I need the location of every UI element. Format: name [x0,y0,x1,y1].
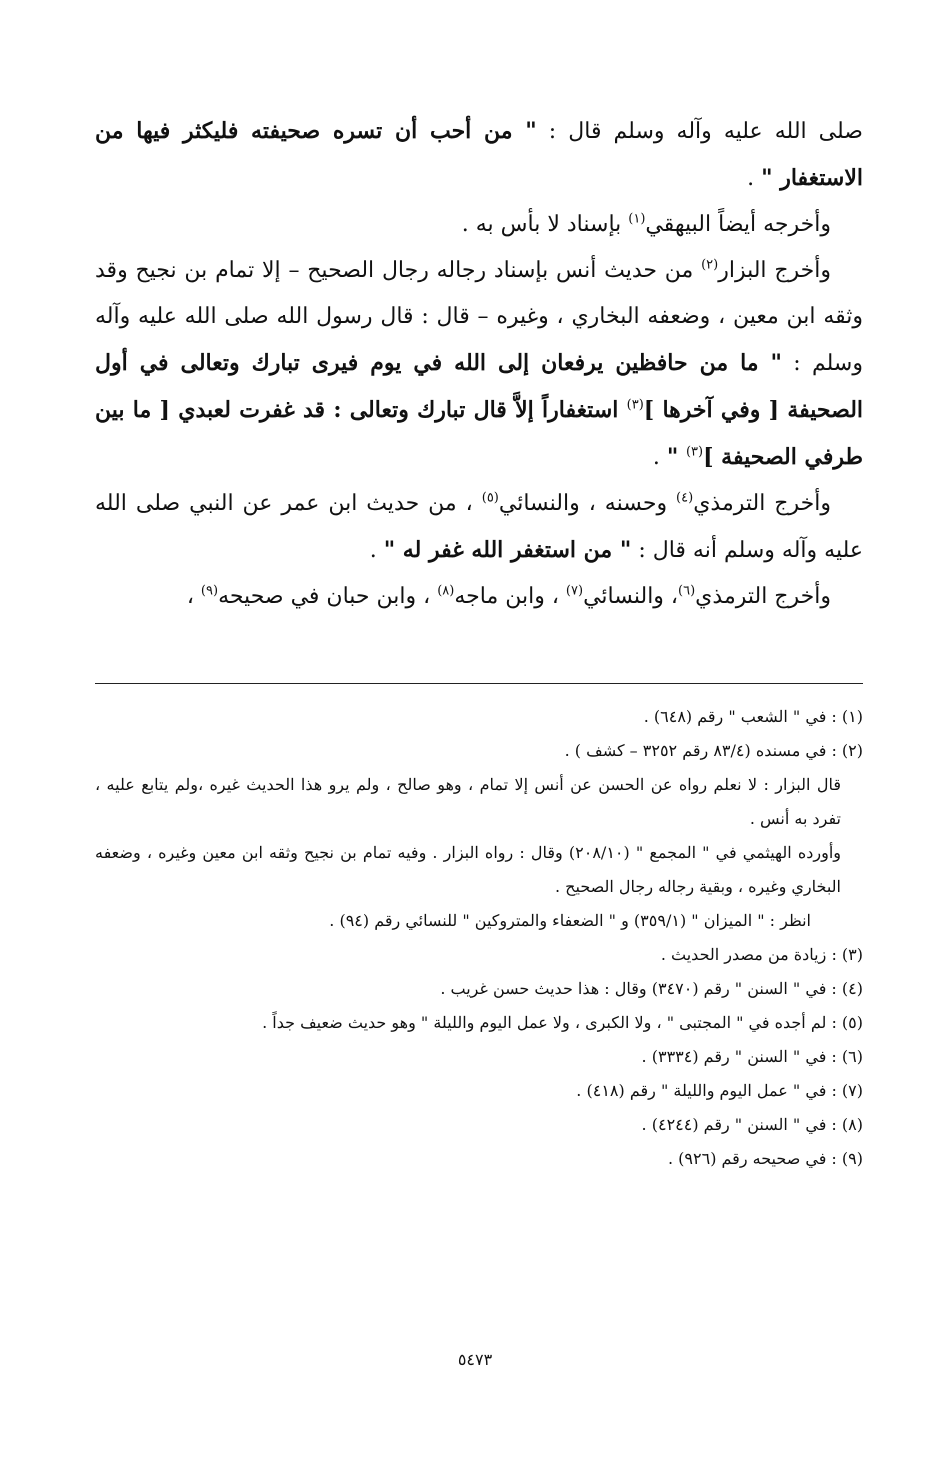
paragraph-2 [95,202,863,248]
footnote-ref: (٦) [678,583,696,599]
text-run: ، من حديث ابن عمر عن النبي صلى الله عليه وآله وسلم أنه قال : [95,491,863,563]
footnote-8: (٨) : في " السنن " رقم (٤٢٤٤) . [641,1115,863,1134]
text-run: صلى الله عليه وآله وسلم قال : [536,119,863,144]
footnote-2-comment-1: قال البزار : لا نعلم رواه عن الحسن عن أنس إلا تمام ، وهو صالح ، ولم يرو هذا الحديث غيره ،ولم يتابع عليه ، تفرد به أنس . [95,775,841,828]
paragraph-5 [95,574,863,620]
main-text [95,108,863,620]
paragraph-4 [95,481,863,574]
text-run: وأخرج الترمذي [693,491,831,516]
text-run: وأخرج الترمذي [695,584,831,609]
text-run: ، وابن حبان في صحيحه [218,584,438,609]
footnote-ref: (٨) [437,583,455,599]
text-run: ، [186,584,201,609]
text-run: . [369,538,384,563]
footnote-ref: (٤) [676,490,694,506]
footnote-2-comment-2: وأورده الهيثمي في " المجمع " (٢٠٨/١٠) وقال : رواه البزار . وفيه تمام بن نجيح وثقه ابن معين وغيره ، وضعفه البخاري وغيره ، وبقية رجاله رجال الصحيح . [95,843,841,896]
footnote-ref: (٩) [200,583,219,599]
text-run: ، وابن ماجه [454,584,566,609]
footnote-7: (٧) : في " عمل اليوم والليلة " رقم (٤١٨) . [576,1081,863,1100]
footnote-ref: (٢) [701,257,719,273]
hadith-quote: استغفاراً إلاَّ قال تبارك وتعالى : قد غفرت لعبدي [ ما بين طرفي الصحيفة ] [95,397,863,470]
hadith-quote: " ما من حافظين يرفعان إلى الله في يوم فيرى تبارك وتعالى في أول الصحيفة [ وفي آخرها ] [95,350,864,423]
footnote-ref: (١) [628,211,646,227]
footnote-ref: (٣) [685,444,704,460]
hadith-quote: " [666,444,686,470]
footnotes [95,700,863,1176]
footnote-1: (١) : في " الشعب " رقم (٦٤٨) . [643,707,863,726]
footnote-6: (٦) : في " السنن " رقم (٣٣٣٤) . [641,1047,863,1066]
footnote-2: (٢) : في مسنده (٨٣/٤ رقم ٣٢٥٢ – كشف ) . [564,741,863,760]
text-run: ، والنسائي [583,584,679,609]
text-run: . [652,445,667,470]
footnote-ref: (٧) [565,583,584,599]
text-run: وأخرجه أيضاً البيهقي [645,212,831,237]
paragraph-1 [95,108,863,202]
footnote-2-comment-3: انظر : " الميزان " (٣٥٩/١) و " الضعفاء والمتروكين " للنسائي رقم (٩٤) . [329,911,811,930]
footnote-9: (٩) : في صحيحه رقم (٩٢٦) . [667,1149,863,1168]
text-run: من حديث أنس بإسناد رجاله رجال الصحيح – إلا تمام بن نجيح وقد وثقه ابن معين ، وضعفه البخاري ، وغيره – قال : قال رسول الله صلى الله عليه وآله وسلم : [95,258,863,376]
footnote-5: (٥) : لم أجده في " المجتبى " ، ولا الكبرى ، ولا عمل اليوم والليلة " وهو حديث ضعيف جداً . [262,1013,863,1032]
page-number: ٥٤٧٣ [457,1350,493,1369]
footnote-ref: (٣) [626,397,644,413]
footnote-ref: (٥) [481,490,499,506]
footnote-3: (٣) : زيادة من مصدر الحديث . [660,945,863,964]
paragraph-3 [95,248,863,481]
footnote-4: (٤) : في " السنن " رقم (٣٤٧٠) وقال : هذا حديث حسن غريب . [440,979,863,998]
text-run: . [747,166,762,191]
hadith-quote: " من أحب أن تسره صحيفته فليكثر فيها من الاستغفار " [95,118,863,191]
text-run: وأخرج البزار [718,258,831,283]
text-run: بإسناد لا بأس به . [461,212,629,237]
hadith-quote: " من استغفر الله غفر له " [383,537,632,563]
text-run: وحسنه ، والنسائي [498,491,677,516]
footnote-divider [95,683,863,684]
